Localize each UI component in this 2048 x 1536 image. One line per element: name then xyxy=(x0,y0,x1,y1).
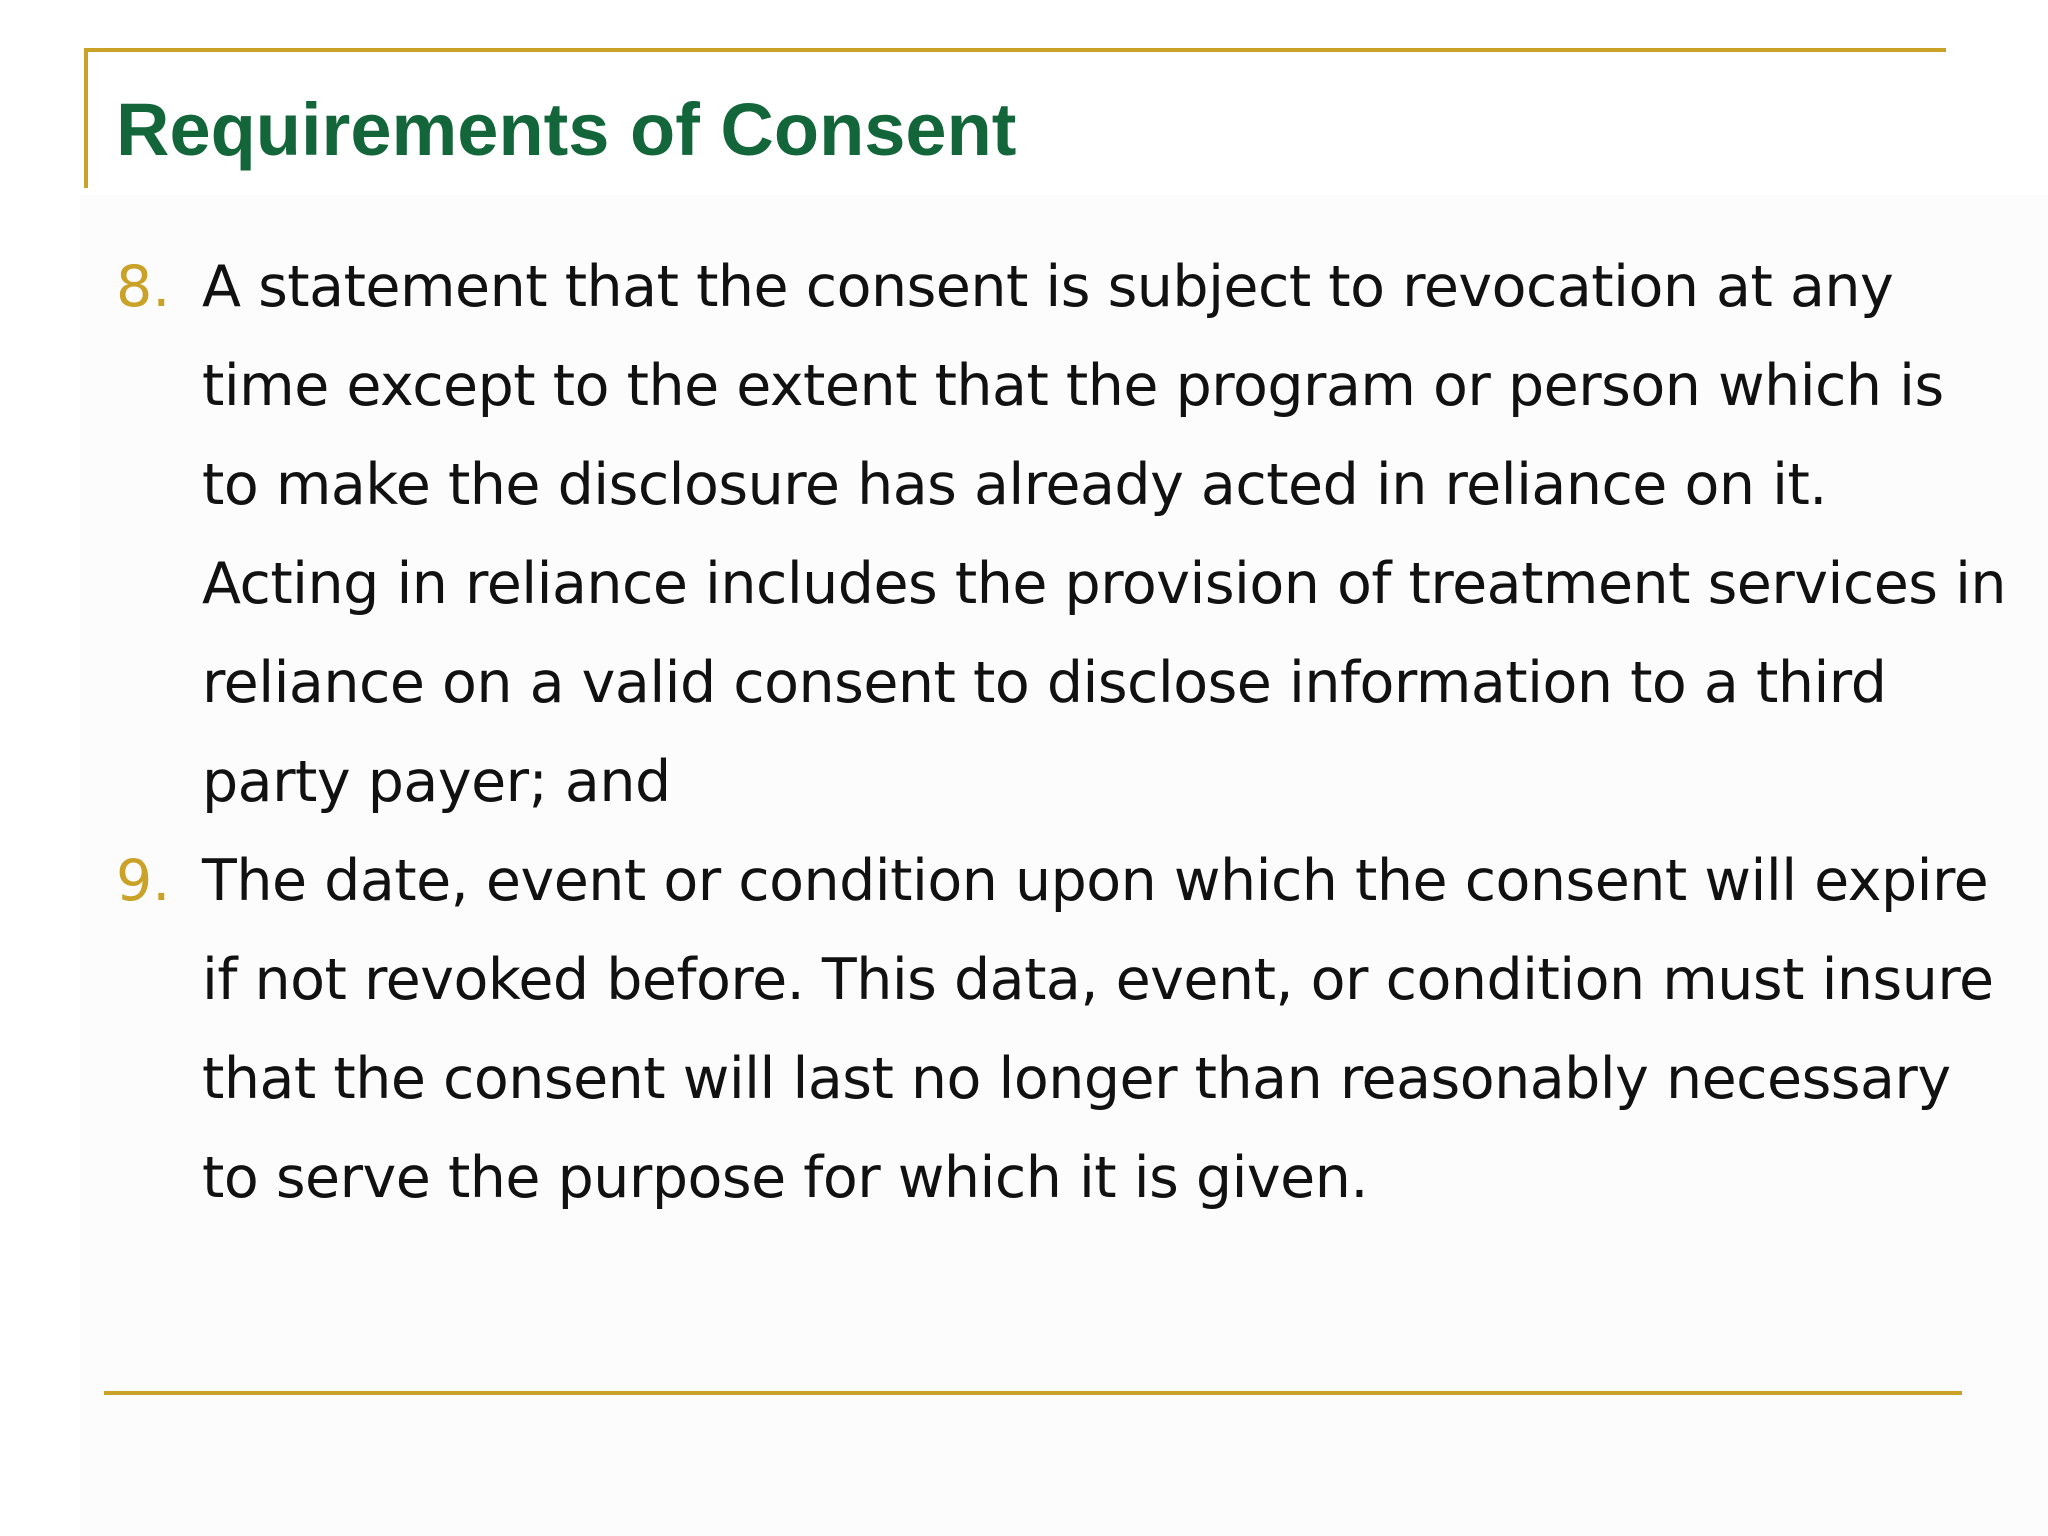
title-top-rule xyxy=(84,48,1946,52)
list-item xyxy=(116,832,2016,1228)
title-left-rule xyxy=(84,48,88,188)
list-item-number: 9. xyxy=(116,848,171,914)
list-item-text: The date, event or condition upon which the consent will expire if not revoked before. This data, event, or condition must insure that the consent will last no longer than reasonably necessary to serve the purpose for which it is given. xyxy=(202,848,1994,1211)
requirements-list xyxy=(116,238,2016,1228)
slide-title: Requirements of Consent xyxy=(116,88,1017,171)
list-item xyxy=(116,238,2016,832)
list-item-number: 8. xyxy=(116,254,171,320)
list-item-text: A statement that the consent is subject to revocation at any time except to the extent that the program or person which is to make the disclosure has already acted in reliance on it. Acting in reliance includes the provision of treatment services in reliance on a valid consent to disclose information to a third party payer; and xyxy=(202,254,2007,815)
footer-rule xyxy=(104,1391,1962,1395)
